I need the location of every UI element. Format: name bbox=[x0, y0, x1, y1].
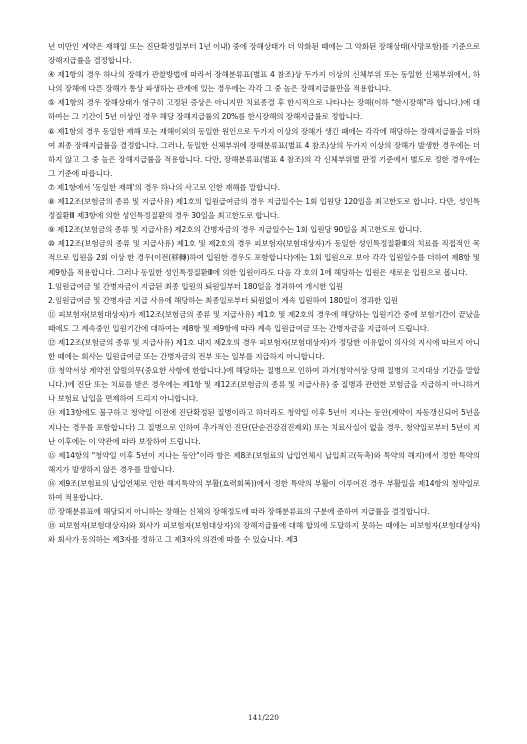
paragraph-clause-10: ⑩ 제12조(보험금의 종류 및 지급사유) 제1호 및 제2호의 경우 피보험자(보험대상자)가 동일한 성인특정질환Ⅲ의 치료를 직접적인 목적으로 입원을 2회 이상 한 경우(이전(移轉)하여 입원한 경우도 포함합니다)에는 1회 입원으로 보아 각각 입원일수를 더하여 제8항 및 제9항을 적용합니다. 그러나 동일한 성인특정질환Ⅲ에 의한 입원이라도 다음 각 호의 1에 해당하는 입원은 새로운 입원으로 봅니다. bbox=[48, 239, 480, 277]
paragraph-clause-8: ⑧ 제12조(보험금의 종류 및 지급사유) 제1호의 입원급여금의 경우 지급일수는 1회 입원당 120일을 최고한도로 합니다. 다만, 성인특정질환Ⅲ 제3항에 의한 성인특정질환의 경우 30일을 최고한도로 합니다. bbox=[48, 197, 480, 221]
paragraph-clause-17: ⑰ 장해분류표에 해당되지 아니하는 장해는 신체의 장해정도에 따라 장해분류표의 구분에 준하여 지급률을 결정합니다. bbox=[48, 507, 430, 517]
paragraph-clause-5: ⑤ 제1항의 경우 장해상태가 영구히 고정된 증상은 아니지만 치료종결 후 한시적으로 나타나는 장해(이하 "한시장해"라 합니다.)에 대하여는 그 기간이 5년 이상인 경우 해당 장해지급률의 20%를 한시장해의 장해지급률로 정합니다. bbox=[48, 98, 480, 122]
paragraph-clause-4: ④ 제1항의 경우 하나의 장해가 관찰방법에 따라서 장해분류표(별표 4 참조)상 두가지 이상의 신체부위 또는 동일한 신체부위에서, 하나의 장해에 다른 장해가 통상 파생하는 관계에 있는 경우에는 각각 그 중 높은 장해지급률만을 적용합니다. bbox=[48, 70, 480, 94]
paragraph-clause-18: ⑱ 피보험자(보험대상자)와 회사가 피보험자(보험대상자)의 장해지급률에 대해 합의에 도달하지 못하는 때에는 피보험자(보험대상자)와 회사가 동의하는 제3자를 정하고 그 제3자의 의견에 따를 수 있습니다. 제3 bbox=[48, 521, 480, 545]
policy-text-body bbox=[48, 40, 480, 547]
paragraph-clause-15: ⑮ 제14항의 "청약일 이후 5년이 지나는 동안"이라 함은 제8조(보험료의 납입연체시 납입최고(독촉)와 특약의 해지)에서 정한 특약의 해지가 발생하지 않은 경우를 말합니다. bbox=[48, 450, 480, 474]
paragraph-clause-7: ⑦ 제1항에서 '동일한 재해'의 경우 하나의 사고로 인한 재해를 말합니다. bbox=[48, 182, 280, 192]
paragraph-clause-12: ⑫ 제12조(보험금의 종류 및 지급사유) 제1호 내지 제2호의 경우 피보험자(보험대상자)가 정당한 이유없이 의사의 지시에 따르지 아니한 때에는 회사는 입원급여금 또는 간병자금의 전부 또는 일부를 지급하지 아니합니다. bbox=[48, 337, 480, 362]
paragraph-clause-9: ⑨ 제12조(보험금의 종류 및 지급사유) 제2호의 간병자금의 경우 지급일수는 1회 입원당 90일을 최고한도로 합니다. bbox=[48, 225, 422, 235]
paragraph-clause-16: ⑯ 제9조(보험료의 납입연체로 인한 해지특약의 부활(효력회복))에서 정한 특약의 부활이 이루어진 경우 부활일을 제14항의 청약일로 하여 적용합니다. bbox=[48, 478, 480, 502]
paragraph-clause-14: ⑭ 제13항에도 불구하고 청약일 이전에 진단확정된 질병이라고 하더라도 청약일 이후 5년이 지나는 동안(계약이 자동갱신되어 5년을 지나는 경우를 포함합니다) 그 질병으로 인하여 추가적인 진단(단순건강검진제외) 또는 치료사실이 없을 경우, 청약일로부터 5년이 지난 이후에는 이 약관에 따라 보장하여 드립니다. bbox=[48, 408, 480, 446]
list-item-2: 2.임원급여금 및 간병자금 지급 사유에 해당하는 최종일로부터 퇴원없이 계속 입원하여 180일이 경과한 입원 bbox=[48, 295, 398, 305]
list-item-1: 1.임원급여금 및 간병자금이 지급된 최종 입원의 퇴원일부터 180일을 경과하여 개시한 입원 bbox=[48, 281, 344, 291]
paragraph-clause-13: ⑬ 청약서상 계약전 알릴의무(중요한 사항에 한합니다.)에 해당하는 질병으로 인하여 과거(청약서상 당해 질병의 고지대상 기간을 말합니다.)에 진단 또는 치료를 받은 경우에는 제1항 및 제12조(보험금의 종류 및 지급사유) 중 질병과 관련한 보험금을 지급하지 아니하거나 보험료 납입을 면제하여 드리지 아니합니다. bbox=[48, 366, 480, 404]
paragraph-continuation: 년 미만인 계약은 재해일 또는 진단확정일부터 1년 이내) 중에 장해상태가 더 악화된 때에는 그 악화된 장해상태(사망포함)를 기준으로 장해지급률을 결정합니다. bbox=[48, 42, 480, 66]
paragraph-clause-11: ⑪ 피보험자(보험대상자)가 제12조(보험금의 종류 및 지급사유) 제1호 및 제2호의 경우에 해당하는 입원기간 중에 보험기간이 끝났을 때에도 그 계속중인 입원기간에 대하여는 제8항 및 제9항에 따라 계속 입원급여금 또는 간병자금을 지급하여 드립니다. bbox=[48, 309, 480, 333]
page-number: 141/220 bbox=[247, 713, 280, 722]
paragraph-clause-6: ⑥ 제1항의 경우 동일한 재해 또는 재해이외의 동일한 원인으로 두가지 이상의 장해가 생긴 때에는 각각에 해당하는 장해지급률을 더하여 최종 장해지급률을 결정합니다. 그러나, 동일한 신체부위에 장해분류표(별표 4 참조)상의 두가지 이상의 장해가 발생한 경우에는 더하지 않고 그 중 높은 장해지급률을 적용합니다. 다만, 장해분류표(별표 4 참조)의 각 신체부위별 판정 기준에서 별도로 정한 경우에는 그 기준에 따릅니다. bbox=[48, 126, 480, 178]
